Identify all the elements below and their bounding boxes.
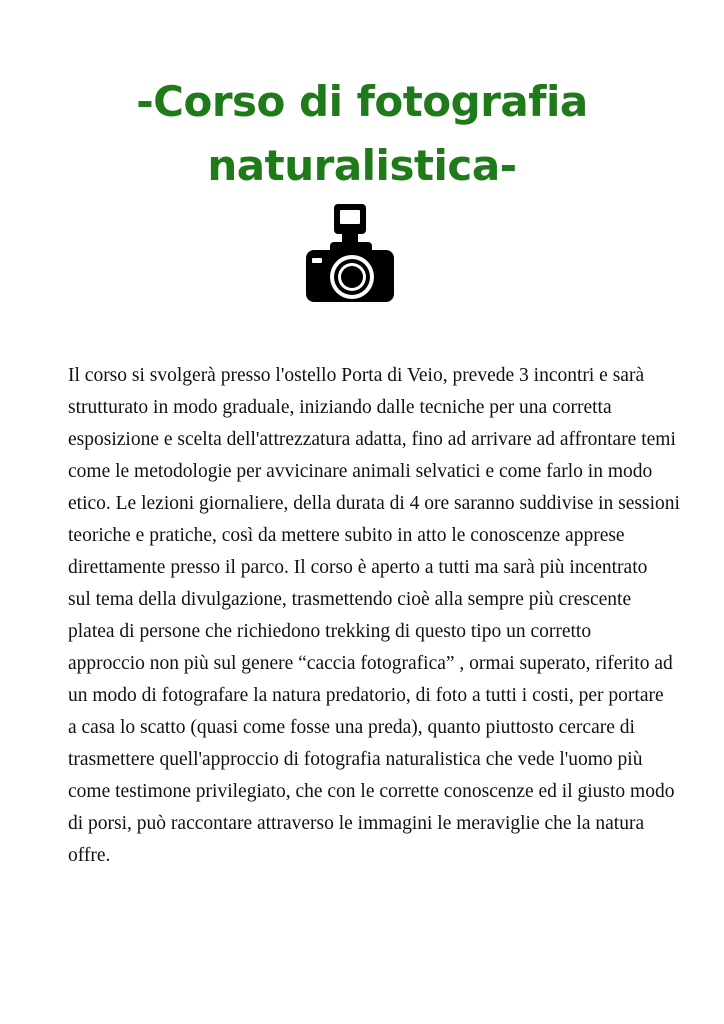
paragraph-line: offre.	[68, 845, 111, 866]
paragraph-line: come testimone privilegiato, che con le corrette conoscenze ed il giusto modo	[68, 781, 675, 802]
title-line-1: -Corso di fotografia	[136, 77, 588, 126]
paragraph-line: trasmettere quell'approccio di fotografia naturalistica che vede l'uomo più	[68, 749, 643, 770]
paragraph-line: platea di persone che richiedono trekking di questo tipo un corretto	[68, 621, 592, 642]
page-title	[0, 70, 724, 198]
title-line-2: naturalistica-	[207, 141, 517, 190]
paragraph-line: un modo di fotografare la natura predatorio, di foto a tutti i costi, per portare	[68, 685, 664, 706]
body-paragraph	[68, 360, 680, 872]
paragraph-line: strutturato in modo graduale, iniziando dalle tecniche per una corretta	[68, 397, 612, 418]
paragraph-line: direttamente presso il parco. Il corso è aperto a tutti ma sarà più incentrato	[68, 557, 648, 578]
paragraph-line: teoriche e pratiche, così da mettere subito in atto le conoscenze apprese	[68, 525, 625, 546]
paragraph-line: sul tema della divulgazione, trasmettendo cioè alla sempre più crescente	[68, 589, 632, 610]
paragraph-line: come le metodologie per avvicinare animali selvatici e come farlo in modo	[68, 461, 653, 482]
paragraph-line: approccio non più sul genere “caccia fotografica” , ormai superato, riferito ad	[68, 653, 673, 674]
paragraph-line: esposizione e scelta dell'attrezzatura adatta, fino ad arrivare ad affrontare temi	[68, 429, 676, 450]
camera-icon	[300, 202, 400, 304]
paragraph-line: di porsi, può raccontare attraverso le immagini le meraviglie che la natura	[68, 813, 645, 834]
paragraph-line: a casa lo scatto (quasi come fosse una preda), quanto piuttosto cercare di	[68, 717, 635, 738]
paragraph-line: etico. Le lezioni giornaliere, della durata di 4 ore saranno suddivise in sessioni	[68, 493, 680, 514]
paragraph-line: Il corso si svolgerà presso l'ostello Porta di Veio, prevede 3 incontri e sarà	[68, 365, 645, 386]
